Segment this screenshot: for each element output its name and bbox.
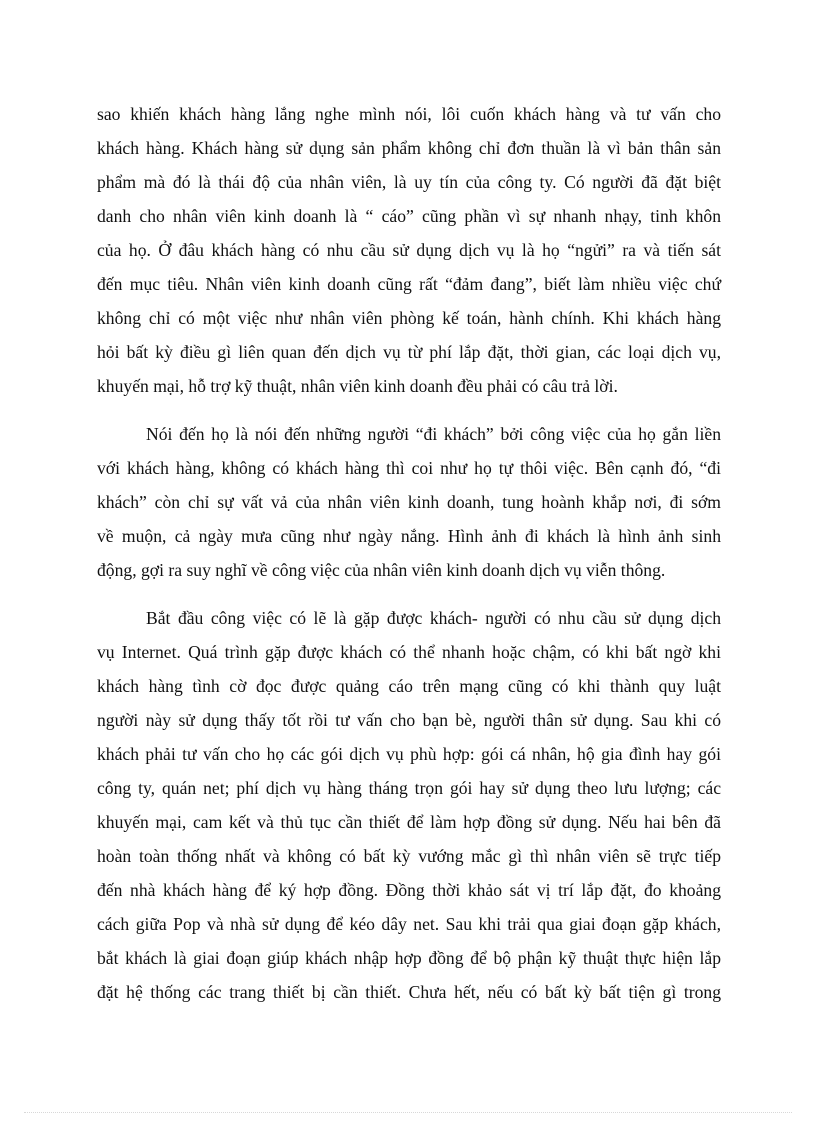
paragraph-2 xyxy=(97,417,721,587)
text-line: hỏi bất kỳ điều gì liên quan đến dịch vụ từ phí lắp đặt, thời gian, các loại dịch vụ, xyxy=(97,342,721,362)
text-line: phẩm mà đó là thái độ của nhân viên, là uy tín của công ty. Có người đã đặt biệt xyxy=(97,172,721,192)
text-line: vụ Internet. Quá trình gặp được khách có thể nhanh hoặc chậm, có khi bất ngờ khi xyxy=(97,642,721,662)
text-line: khách” còn chỉ sự vất vả của nhân viên kinh doanh, tung hoành khắp nơi, đi sớm xyxy=(97,492,721,512)
text-line: đặt hệ thống các trang thiết bị cần thiết. Chưa hết, nếu có bất kỳ bất tiện gì trong xyxy=(97,982,721,1002)
paragraph-3 xyxy=(97,601,721,1009)
text-line: người này sử dụng thấy tốt rồi tư vấn cho bạn bè, người thân sử dụng. Sau khi có xyxy=(97,710,721,730)
text-line: không chỉ có một việc như nhân viên phòng kế toán, hành chính. Khi khách hàng xyxy=(97,308,721,328)
text-line: danh cho nhân viên kinh doanh là “ cáo” cũng phần vì sự nhanh nhạy, tinh khôn xyxy=(97,206,721,226)
text-line: đến nhà khách hàng để ký hợp đồng. Đồng thời khảo sát vị trí lắp đặt, đo khoảng xyxy=(97,880,721,900)
text-line: với khách hàng, không có khách hàng thì coi như họ tự thôi việc. Bên cạnh đó, “đi xyxy=(97,458,721,478)
text-line: bắt khách là giai đoạn giúp khách nhập hợp đồng để bộ phận kỹ thuật thực hiện lắp xyxy=(97,948,721,968)
text-line: khách hàng tình cờ đọc được quảng cáo trên mạng cũng có khi thành quy luật xyxy=(97,676,721,696)
text-line: khách hàng. Khách hàng sử dụng sản phẩm không chỉ đơn thuần là vì bản thân sản xyxy=(97,138,721,158)
page-bottom-divider xyxy=(24,1112,792,1113)
text-line: công ty, quán net; phí dịch vụ hàng tháng trọn gói hay sử dụng theo lưu lượng; các xyxy=(97,778,721,798)
text-line: của họ. Ở đâu khách hàng có nhu cầu sử dụng dịch vụ là họ “ngửi” ra và tiến sát xyxy=(97,240,721,260)
text-line: động, gợi ra suy nghĩ về công việc của nhân viên kinh doanh dịch vụ viễn thông. xyxy=(97,560,666,580)
text-line: khách phải tư vấn cho họ các gói dịch vụ phù hợp: gói cá nhân, hộ gia đình hay gói xyxy=(97,744,721,764)
text-line: khuyến mại, hỗ trợ kỹ thuật, nhân viên kinh doanh đều phải có câu trả lời. xyxy=(97,376,618,396)
text-line: về muộn, cả ngày mưa cũng như ngày nắng. Hình ảnh đi khách là hình ảnh sinh xyxy=(97,526,721,546)
document-body xyxy=(97,97,721,1009)
text-line: đến mục tiêu. Nhân viên kinh doanh cũng rất “đảm đang”, biết làm nhiều việc chứ xyxy=(97,274,721,294)
paragraph-spacer xyxy=(97,587,721,601)
text-line: Bắt đầu công việc có lẽ là gặp được khách- người có nhu cầu sử dụng dịch xyxy=(146,608,721,628)
paragraph-1 xyxy=(97,97,721,403)
text-line: hoàn toàn thống nhất và không có bất kỳ vướng mắc gì thì nhân viên sẽ trực tiếp xyxy=(97,846,721,866)
paragraph-spacer xyxy=(97,403,721,417)
text-line: cách giữa Pop và nhà sử dụng để kéo dây net. Sau khi trải qua giai đoạn gặp khách, xyxy=(97,914,721,934)
text-line: sao khiến khách hàng lắng nghe mình nói, lôi cuốn khách hàng và tư vấn cho xyxy=(97,104,721,124)
text-line: Nói đến họ là nói đến những người “đi khách” bởi công việc của họ gắn liền xyxy=(146,424,721,444)
text-line: khuyến mại, cam kết và thủ tục cần thiết để làm hợp đồng sử dụng. Nếu hai bên đã xyxy=(97,812,721,832)
